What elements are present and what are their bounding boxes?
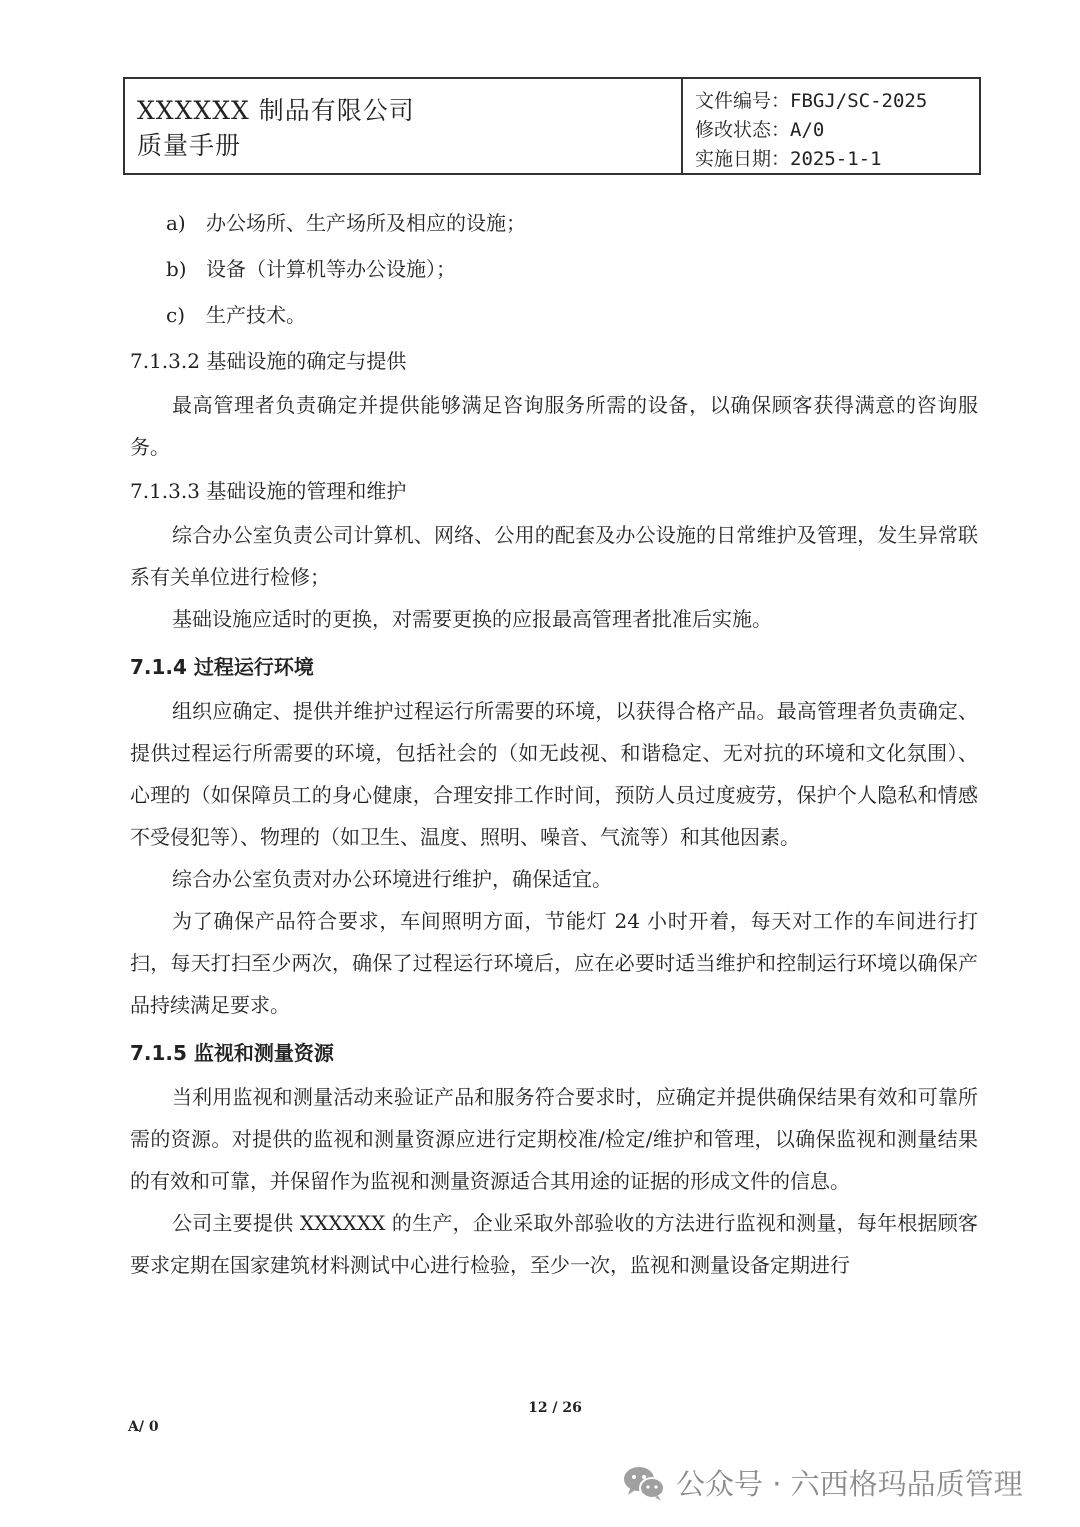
section-714-paragraph-3: 为了确保产品符合要求，车间照明方面，节能灯 24 小时开着，每天对工作的车间进行打扫，每天打扫至少两次，确保了过程运行环境后，应在必要时适当维护和控制运行环境以确保产品持续满足要求。 <box>130 909 978 1017</box>
list-marker: b) <box>166 257 187 281</box>
footer-revision: A/ 0 <box>128 1419 159 1435</box>
list-text: 设备（计算机等办公设施）； <box>206 257 456 281</box>
company-name: XXXXXX 制品有限公司 <box>137 96 415 125</box>
section-7133-paragraph-2: 基础设施应适时的更换，对需要更换的应报最高管理者批准后实施。 <box>172 607 772 631</box>
watermark <box>622 1462 1023 1503</box>
list-text: 生产技术。 <box>206 303 306 327</box>
section-714-paragraph-1: 组织应确定、提供并维护过程运行所需要的环境，以获得合格产品。最高管理者负责确定、提供过程运行所需要的环境，包括社会的（如无歧视、和谐稳定、无对抗的环境和文化氛围）、心理的（如保障员工的身心健康，合理安排工作时间，预防人员过度疲劳，保护个人隐私和情感不受侵犯等）、物理的（如卫生、温度、照明、噪音、气流等）和其他因素。 <box>130 699 978 849</box>
document-body <box>130 200 978 1286</box>
section-7132-title: 7.1.3.2 基础设施的确定与提供 <box>130 349 407 373</box>
section-7133-title: 7.1.3.3 基础设施的管理和维护 <box>130 479 407 503</box>
doc-number: 文件编号：FBGJ/SC-2025 <box>695 90 928 112</box>
effective-date: 实施日期：2025-1-1 <box>695 148 882 170</box>
section-715-title: 7.1.5 监视和测量资源 <box>130 1041 334 1065</box>
manual-title: 质量手册 <box>137 131 242 160</box>
revision-status: 修改状态：A/0 <box>695 119 825 141</box>
section-715-paragraph-2: 公司主要提供 XXXXXX 的生产，企业采取外部验收的方法进行监视和测量，每年根据顾客要求定期在国家建筑材料测试中心进行检验，至少一次，监视和测量设备定期进行 <box>130 1211 978 1277</box>
section-714-paragraph-2: 综合办公室负责对办公环境进行维护，确保适宜。 <box>172 867 612 891</box>
list-text: 办公场所、生产场所及相应的设施； <box>206 211 526 235</box>
wechat-icon <box>622 1464 666 1502</box>
list-marker: a) <box>166 211 186 235</box>
header-title-cell <box>125 79 683 173</box>
list-item <box>130 246 978 292</box>
section-714-title: 7.1.4 过程运行环境 <box>130 655 314 679</box>
document-header <box>123 77 981 175</box>
watermark-text: 公众号 · 六西格玛品质管理 <box>676 1467 1023 1501</box>
header-meta-cell <box>683 79 979 173</box>
list-item <box>130 292 978 338</box>
list-marker: c) <box>166 303 186 327</box>
section-7133-paragraph-1: 综合办公室负责公司计算机、网络、公用的配套及办公设施的日常维护及管理，发生异常联系有关单位进行检修； <box>130 523 978 589</box>
list-item <box>130 200 978 246</box>
section-715-paragraph-1: 当利用监视和测量活动来验证产品和服务符合要求时，应确定并提供确保结果有效和可靠所需的资源。对提供的监视和测量资源应进行定期校准/检定/维护和管理，以确保监视和测量结果的有效和可靠，并保留作为监视和测量资源适合其用途的证据的形成文件的信息。 <box>130 1085 978 1193</box>
section-7132-paragraph: 最高管理者负责确定并提供能够满足咨询服务所需的设备，以确保顾客获得满意的咨询服务。 <box>130 393 978 459</box>
page-number: 12 / 26 <box>528 1400 582 1416</box>
